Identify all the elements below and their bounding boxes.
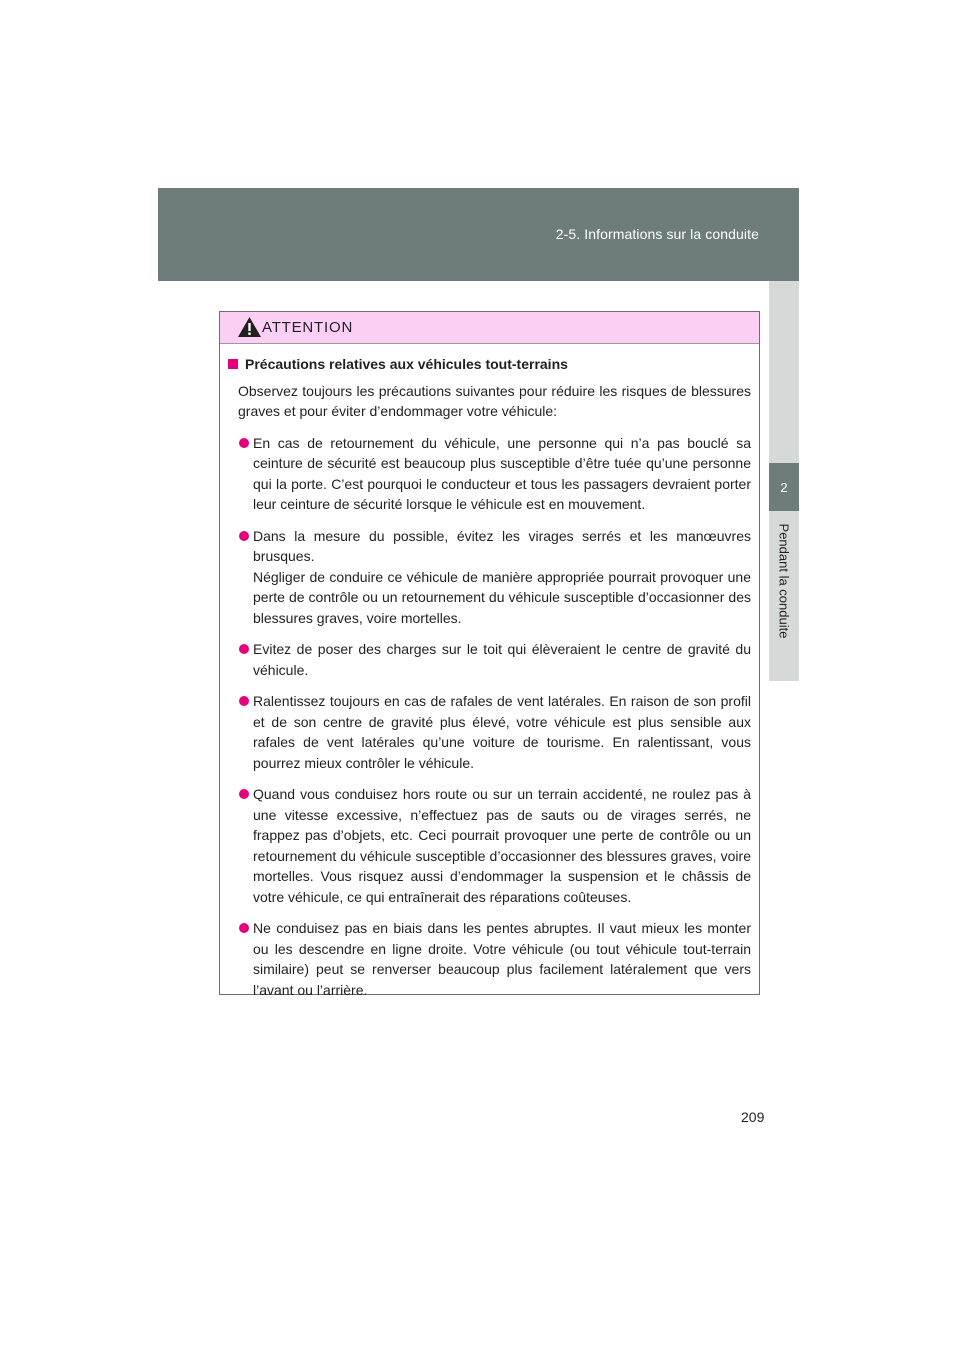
bullet-text: Evitez de poser des charges sur le toit qui élèveraient le centre de gravité du véhicule. bbox=[253, 641, 751, 678]
bullet-item bbox=[253, 691, 751, 773]
bullet-item bbox=[253, 918, 751, 1000]
bullet-dot-icon bbox=[239, 438, 249, 448]
page-number: 209 bbox=[741, 1109, 765, 1125]
bullet-dot-icon bbox=[239, 531, 249, 541]
warning-header bbox=[220, 312, 759, 344]
bullet-item bbox=[253, 526, 751, 629]
side-tab bbox=[769, 281, 799, 681]
warning-box bbox=[219, 311, 760, 998]
intro-paragraph: Observez toujours les précautions suivantes pour réduire les risques de blessures graves et pour éviter d’endommager votre véhicule: bbox=[238, 382, 751, 419]
warning-subheading bbox=[228, 354, 751, 375]
bullet-dot-icon bbox=[239, 923, 249, 933]
bullet-item bbox=[253, 433, 751, 515]
bullet-text: Dans la mesure du possible, évitez les virages serrés et les manœuvres brusques. Négliger de conduire ce véhicule de manière appropriée pourrait provoquer une perte de contrôle ou un retournement du véhicule susceptible d’occasionner des blessures graves, voire mortelles. bbox=[253, 527, 751, 626]
header-band bbox=[158, 188, 799, 281]
bullet-text: En cas de retournement du véhicule, une personne qui n’a pas bouclé sa ceinture de sécurité est beaucoup plus susceptible d’être tuée qu’une personne qui la porte. C’est pourquoi le conducteur et tous les passagers devraient porter leur ceinture de sécurité lorsque le véhicule est en mouvement. bbox=[253, 434, 751, 512]
warning-triangle-icon bbox=[237, 316, 262, 338]
bullet-dot-icon bbox=[239, 696, 249, 706]
bullet-dot-icon bbox=[239, 789, 249, 799]
bullet-item bbox=[253, 784, 751, 907]
bullet-item bbox=[253, 639, 751, 680]
warning-body bbox=[220, 344, 759, 1000]
square-bullet-icon bbox=[228, 359, 238, 369]
bullet-text: Quand vous conduisez hors route ou sur un terrain accidenté, ne roulez pas à une vitesse excessive, n’effectuez pas de sauts ou de virages serrés, ne frappez pas d’objets, etc. Ceci pourrait provoquer une perte de contrôle ou un retournement du véhicule susceptible d’occasionner des blessures graves, voire mortelles. Vous risquez aussi d’endommager la suspension et le châssis de votre véhicule, ce qui entraînerait des réparations coûteuses. bbox=[253, 786, 751, 905]
subheading-text: Précautions relatives aux véhicules tout-terrains bbox=[245, 356, 568, 372]
bullet-text: Ralentissez toujours en cas de rafales de vent latérales. En raison de son profil et de son centre de gravité plus élevé, votre véhicule est plus sensible aux rafales de vent latérales qu’une voiture de tourisme. En ralentissant, vous pourrez mieux contrôler le véhicule. bbox=[253, 693, 751, 771]
bullet-dot-icon bbox=[239, 644, 249, 654]
warning-title: ATTENTION bbox=[262, 319, 354, 336]
chapter-label: Pendant la conduite bbox=[776, 523, 792, 639]
section-title: 2-5. Informations sur la conduite bbox=[555, 226, 759, 242]
chapter-number: 2 bbox=[769, 463, 799, 511]
bullet-text: Ne conduisez pas en biais dans les pentes abruptes. Il vaut mieux les monter ou les descendre en ligne droite. Votre véhicule (ou tout véhicule tout-terrain similaire) peut se renverser beaucoup plus facilement latéralement que vers l’avant ou l’arrière. bbox=[253, 920, 751, 998]
